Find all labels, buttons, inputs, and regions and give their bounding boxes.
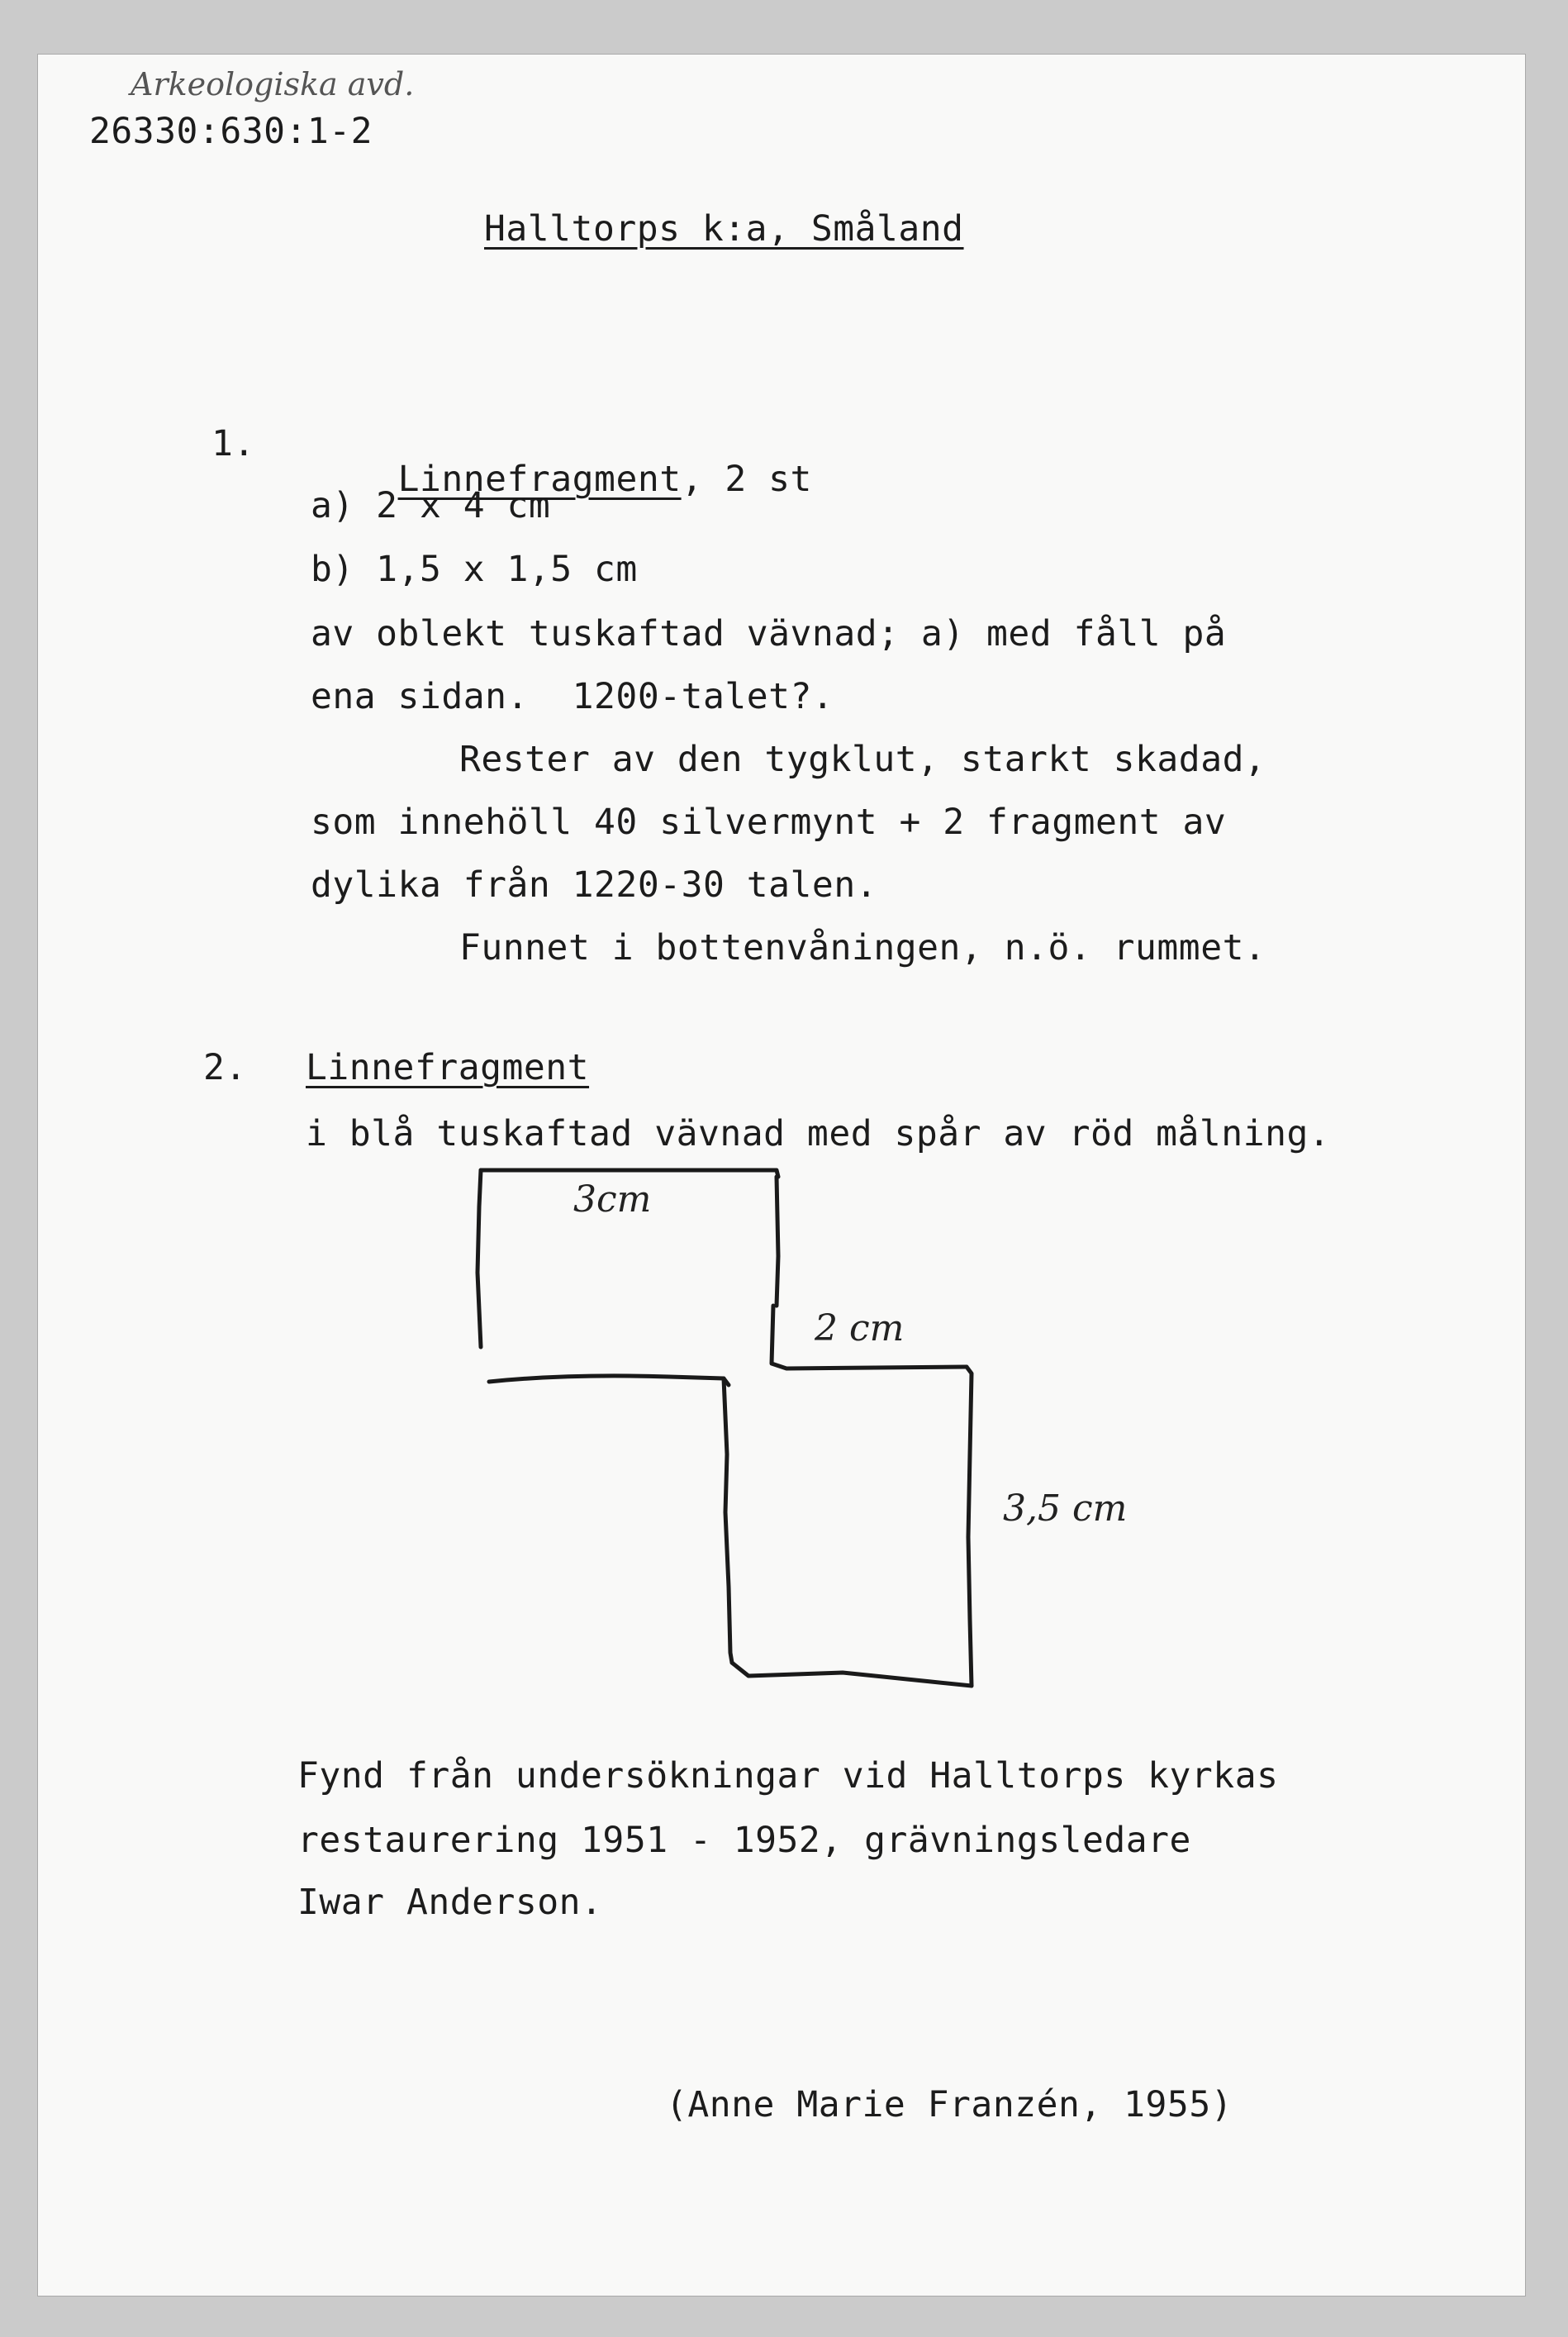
author-signature: (Anne Marie Franzén, 1955): [666, 2084, 1233, 2125]
sketch-middle-edge: [489, 1376, 729, 1385]
item1-number: 1.: [211, 423, 255, 464]
sketch-label-step: 2 cm: [815, 1307, 905, 1349]
item1-dimension-b: b) 1,5 x 1,5 cm: [311, 549, 638, 590]
item2-description: i blå tuskaftad vävnad med spår av röd målning.: [306, 1113, 1331, 1154]
sketch-top-edge: [481, 1170, 778, 1177]
document-title: Halltorps k:a, Småland: [484, 208, 964, 250]
fragment-outline-sketch: [471, 1157, 983, 1719]
item1-description-line1: av oblekt tuskaftad vävnad; a) med fåll på: [311, 613, 1227, 654]
sketch-upper-right-edge: [777, 1177, 778, 1306]
footer-line1: Fynd från undersökningar vid Halltorps kyrkas: [297, 1755, 1279, 1797]
item1-heading: Linnefragment: [397, 459, 682, 500]
item2-number: 2.: [203, 1047, 247, 1088]
item1-remains-line2: som innehöll 40 silvermynt + 2 fragment av: [311, 802, 1227, 843]
sketch-left-edge: [478, 1170, 481, 1347]
catalog-number: 26330:630:1-2: [89, 111, 373, 152]
department-handwritten-note: Arkeologiska avd.: [131, 66, 415, 102]
item1-remains-line1: Rester av den tygklut, starkt skadad,: [459, 739, 1266, 780]
item1-dimension-a: a) 2 x 4 cm: [311, 485, 551, 526]
item2-heading: Linnefragment: [306, 1047, 590, 1088]
item1-remains-line3: dylika från 1220-30 talen.: [311, 864, 878, 906]
item1-description-line2: ena sidan. 1200-talet?.: [311, 676, 834, 717]
sketch-right-edge: [967, 1367, 972, 1686]
sketch-label-side: 3,5 cm: [1003, 1487, 1128, 1530]
footer-line2: restaurering 1951 - 1952, grävningsledare: [297, 1820, 1191, 1861]
sketch-label-top: 3cm: [573, 1178, 652, 1221]
footer-line3: Iwar Anderson.: [297, 1882, 603, 1923]
item1-heading-suffix: , 2 st: [681, 459, 812, 500]
sketch-bottom-edge: [732, 1663, 972, 1686]
sketch-inner-vertical: [724, 1378, 732, 1663]
item1-find-location: Funnet i bottenvåningen, n.ö. rummet.: [459, 927, 1266, 969]
